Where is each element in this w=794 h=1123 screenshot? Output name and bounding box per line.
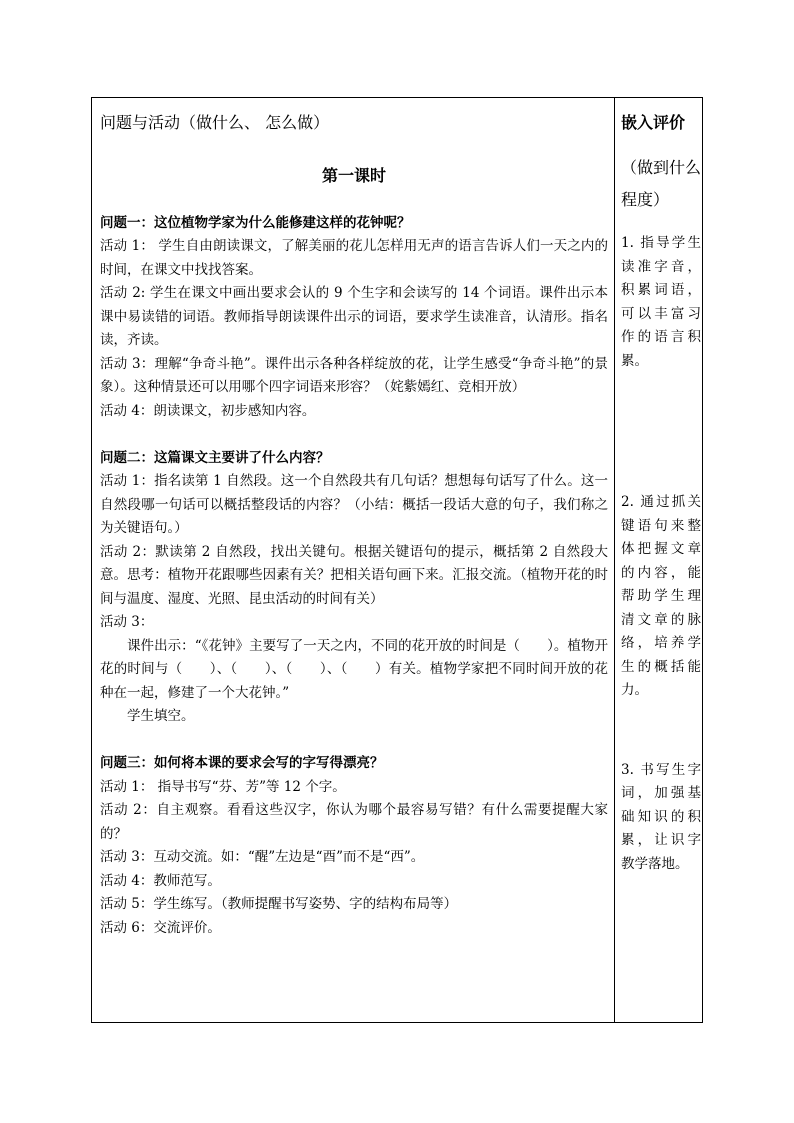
evaluation-header: 嵌入评价 (621, 113, 686, 132)
activity-text: 活动 3：理解“争奇斗艳”。课件出示各种各样绽放的花，让学生感受“争奇斗艳”的景象）。这种情景还可以用哪个四字词语来形容？（姹紫嫣红、竞相开放） (100, 355, 608, 395)
courseware-text: 课件出示：“《花钟》主要写了一天之内，不同的花开放的时间是（ ）。植物开花的时间与（ ）、（ ）、（ ）、（ ）有关。植物学家把不同时间开放的花种在一起，修建了一个大花钟。” (100, 637, 608, 701)
activities-header: 问题与活动（做什么、 怎么做） (100, 113, 330, 132)
fill-blank-text: 学生填空。 (127, 708, 195, 724)
activity-text: 活动 4：朗读课文，初步感知内容。 (100, 402, 316, 419)
activity-text: 活动 2: 学生在课文中画出要求会认的 9 个生字和会读写的 14 个词语。课件出示本课中易读错的词语。教师指导朗读课件出示的词语，要求学生读准音，认清形。指名读，齐读。 (100, 285, 608, 348)
activity-text: 活动 6：交流评价。 (100, 919, 221, 936)
evaluation-note-2: 2. 通过抓关键语句来整体把握文章的内容，能帮助学生理清文章的脉络，培养学生的概括能力。 (621, 494, 701, 698)
question-3: 问题三：如何将本课的要求会写的字写得漂亮？ (100, 755, 384, 771)
evaluation-note-1: 1. 指导学生读准字音，积累词语，可以丰富习作的语言积累。 (621, 235, 701, 369)
activity-text: 活动 2：自主观察。看看这些汉字，你认为哪个最容易写错？有什么需要提醒大家的？ (100, 802, 608, 842)
question-2: 问题二：这篇课文主要讲了什么内容？ (100, 449, 330, 466)
evaluation-note-3: 3. 书写生字词，加强基础知识的积累，让识字教学落地。 (621, 761, 701, 872)
lesson-plan-table (91, 97, 703, 1023)
question-1: 问题一：这位植物学家为什么能修建这样的花钟呢？ (100, 214, 411, 231)
activity-text: 活动 3：互动交流。如：“醒”左边是“酉”而不是“西”。 (100, 849, 425, 865)
activity-text: 活动 3： (100, 614, 154, 630)
evaluation-subheader: （做到什么程度） (621, 158, 702, 209)
evaluation-column (621, 110, 701, 876)
activity-text: 活动 2：默读第 2 自然段，找出关键句。根据关键语句的提示，概括第 2 自然段大意。思考：植物开花跟哪些因素有关？把相关语句画下来。汇报交流。（植物开花的时间与温度、湿度、光照、昆虫活动的时间有关） (100, 543, 608, 607)
activity-text: 活动 4：教师范写。 (100, 872, 221, 889)
activity-text: 活动 1：指名读第 1 自然段。这一个自然段共有几句话？想想每句话写了什么。这一自然段哪一句话可以概括整段话的内容？（小结：概括一段话大意的句子，我们称之为关键语句。） (100, 473, 608, 536)
activity-text: 活动 5：学生练写。（教师提醒书写姿势、字的结构布局等） (100, 896, 458, 912)
column-divider (614, 98, 615, 1022)
activity-text: 活动 1： 学生自由朗读课文，了解美丽的花儿怎样用无声的语言告诉人们一天之内的时间，在课文中找找答案。 (100, 238, 608, 278)
activity-text: 活动 1： 指导书写“芬、芳”等 12 个字。 (100, 778, 346, 795)
lesson-title: 第一课时 (321, 166, 386, 185)
activities-column (100, 110, 608, 940)
